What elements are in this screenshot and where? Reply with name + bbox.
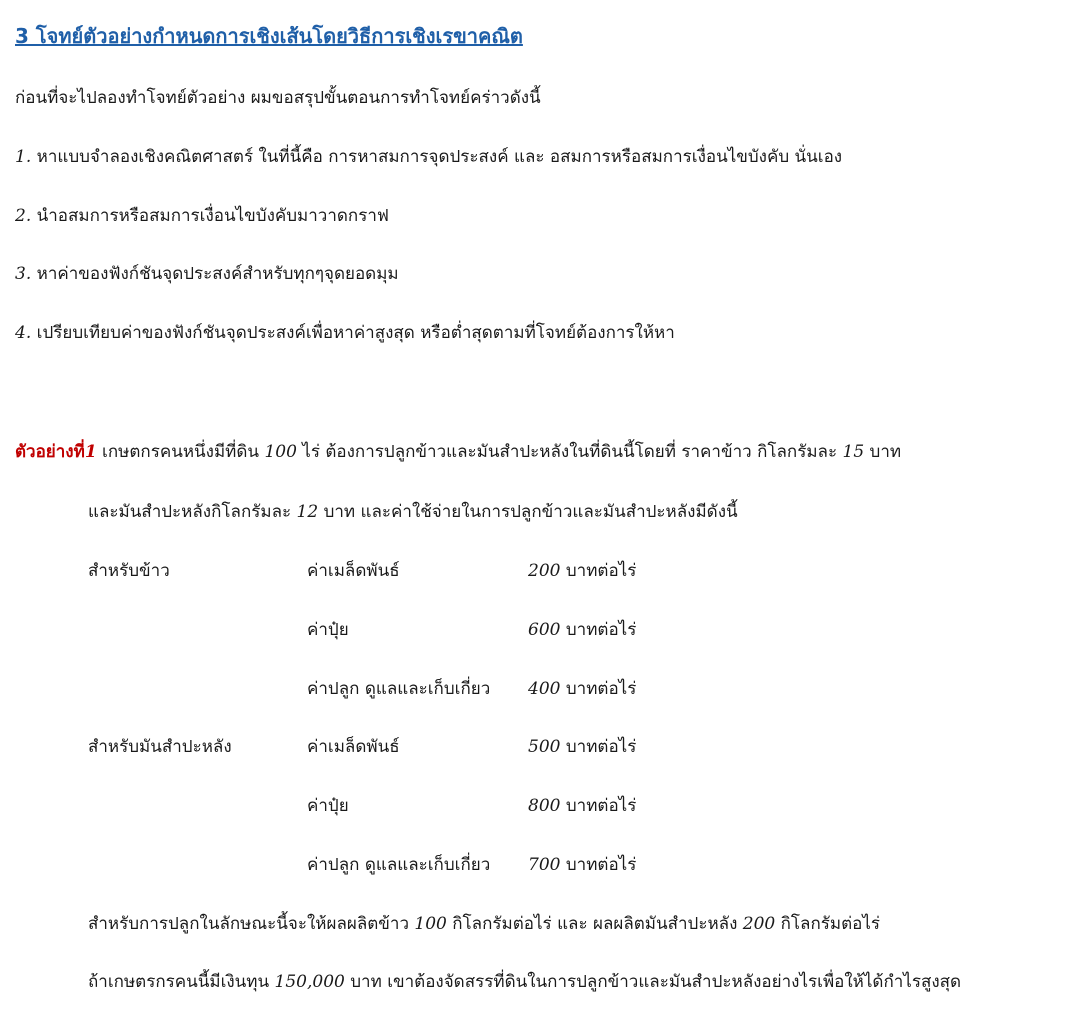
step-text: หาค่าของฟังก์ชันจุดประสงค์สำหรับทุกๆจุดยอดมุม bbox=[36, 264, 399, 284]
cost-value: 400 บาทต่อไร่ bbox=[528, 679, 637, 699]
cost-item-label: ค่าปุ๋ย bbox=[307, 796, 349, 816]
cost-group-label: สำหรับข้าว bbox=[88, 561, 170, 581]
step-text: นำอสมการหรือสมการเงื่อนไขบังคับมาวาดกราฟ bbox=[36, 206, 389, 226]
section-heading: 3 โจทย์ตัวอย่างกำหนดการเชิงเส้นโดยวิธีการเชิงเรขาคณิต bbox=[15, 24, 523, 48]
step-number: 3. bbox=[15, 264, 32, 284]
example-line-1: ตัวอย่างที่1 เกษตกรคนหนึ่งมีที่ดิน 100 ไร่ ต้องการปลูกข้าวและมันสำปะหลังในที่ดินนี้โดยที่ ราคาข้าว กิโลกรัมละ 15 บาท bbox=[15, 442, 902, 462]
step-item-1 bbox=[15, 145, 842, 169]
cost-value: 700 บาทต่อไร่ bbox=[528, 855, 637, 875]
intro-paragraph: ก่อนที่จะไปลองทำโจทย์ตัวอย่าง ผมขอสรุปขั้นตอนการทำโจทย์คร่าวดังนี้ bbox=[15, 88, 541, 108]
example-label: ตัวอย่างที่1 bbox=[15, 442, 97, 462]
step-item-2 bbox=[15, 204, 389, 228]
step-number: 1. bbox=[15, 147, 32, 167]
cost-item-label: ค่าเมล็ดพันธ์ bbox=[307, 561, 400, 581]
cost-item-label: ค่าปลูก ดูแลและเก็บเกี่ยว bbox=[307, 855, 491, 875]
example-line-2: และมันสำปะหลังกิโลกรัมละ 12 บาท และค่าใช้จ่ายในการปลูกข้าวและมันสำปะหลังมีดังนี้ bbox=[88, 502, 738, 522]
step-text: หาแบบจำลองเชิงคณิตศาสตร์ ในที่นี้คือ การหาสมการจุดประสงค์ และ อสมการหรือสมการเงื่อนไขบังคับ นั่นเอง bbox=[36, 147, 843, 167]
cost-group-label: สำหรับมันสำปะหลัง bbox=[88, 737, 232, 757]
cost-value: 500 บาทต่อไร่ bbox=[528, 737, 637, 757]
step-item-3 bbox=[15, 262, 399, 286]
capital-paragraph: ถ้าเกษตรกรคนนี้มีเงินทุน 150,000 บาท เขาต้องจัดสรรที่ดินในการปลูกข้าวและมันสำปะหลังอย่างไรเพื่อให้ได้กำไรสูงสุด bbox=[88, 972, 962, 992]
step-number: 4. bbox=[15, 323, 32, 343]
step-text: เปรียบเทียบค่าของฟังก์ชันจุดประสงค์เพื่อหาค่าสูงสุด หรือต่ำสุดตามที่โจทย์ต้องการให้หา bbox=[36, 323, 675, 343]
cost-item-label: ค่าปลูก ดูแลและเก็บเกี่ยว bbox=[307, 679, 491, 699]
cost-item-label: ค่าปุ๋ย bbox=[307, 620, 349, 640]
step-item-4 bbox=[15, 321, 675, 345]
cost-item-label: ค่าเมล็ดพันธ์ bbox=[307, 737, 400, 757]
step-number: 2. bbox=[15, 206, 32, 226]
cost-value: 800 บาทต่อไร่ bbox=[528, 796, 637, 816]
cost-value: 200 บาทต่อไร่ bbox=[528, 561, 637, 581]
yield-paragraph: สำหรับการปลูกในลักษณะนี้จะให้ผลผลิตข้าว 100 กิโลกรัมต่อไร่ และ ผลผลิตมันสำปะหลัง 200 กิโลกรัมต่อไร่ bbox=[88, 914, 881, 934]
cost-value: 600 บาทต่อไร่ bbox=[528, 620, 637, 640]
